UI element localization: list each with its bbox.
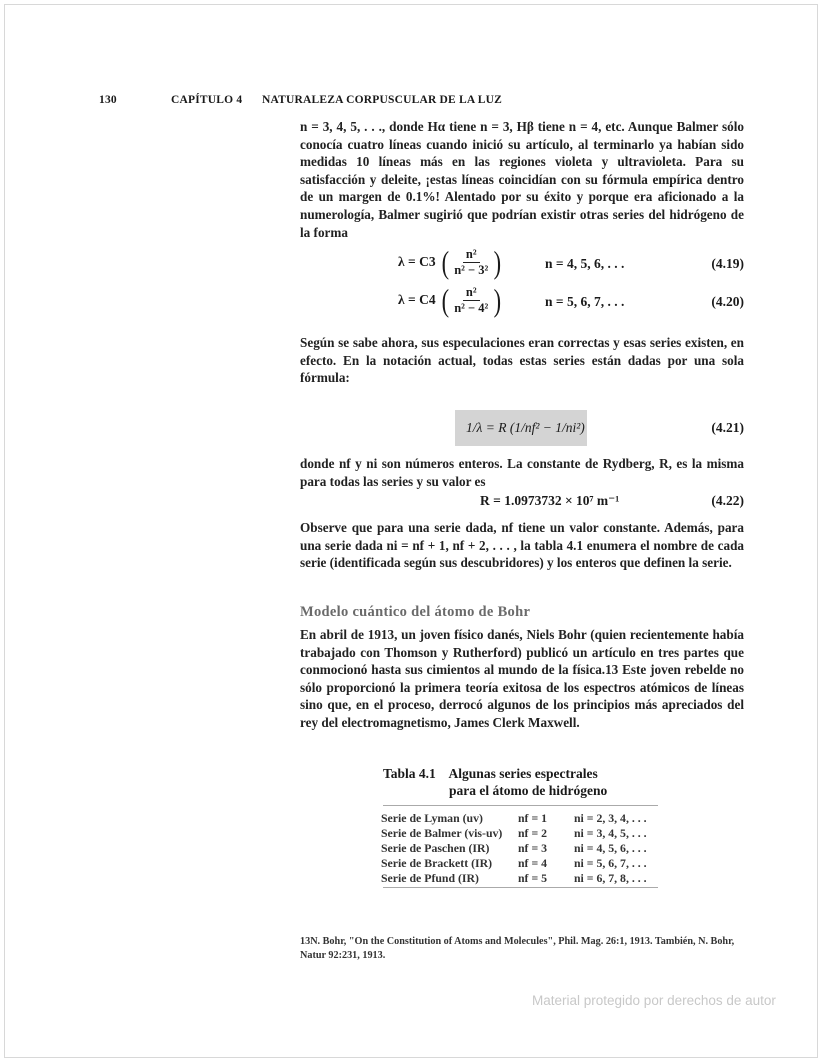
equation-lhs: λ = C3 bbox=[398, 254, 436, 269]
nf-value: nf = 4 bbox=[518, 856, 548, 870]
nf-value: nf = 5 bbox=[518, 871, 548, 885]
spectral-series-table bbox=[381, 811, 647, 886]
table-row bbox=[381, 811, 647, 826]
paragraph-rydberg: donde nf y ni son números enteros. La constante de Rydberg, R, es la misma para todas las series y su valor es bbox=[300, 456, 744, 489]
series-name: Serie de Lyman (uv) bbox=[381, 811, 483, 825]
table-bottom-rule bbox=[383, 887, 658, 888]
numerator: n² bbox=[463, 247, 480, 263]
series-name: Serie de Brackett (IR) bbox=[381, 856, 493, 870]
equation-number: (4.22) bbox=[711, 493, 744, 508]
paragraph-table-intro: Observe que para una serie dada, nf tiene un valor constante. Además, para una serie dada ni = nf + 1, nf + 2, . . . , la tabla 4.1 enumera el nombre de cada serie (identificada según sus descubridores) y los enteros que definen la serie. bbox=[300, 520, 744, 571]
equation-number: (4.21) bbox=[711, 420, 744, 435]
table-row bbox=[381, 871, 647, 886]
table-title-line1: Algunas series espectrales bbox=[448, 766, 598, 781]
ni-values: ni = 5, 6, 7, . . . bbox=[574, 856, 647, 870]
nf-value: nf = 1 bbox=[518, 811, 548, 825]
equation-number: (4.19) bbox=[711, 256, 744, 271]
paragraph-series: Según se sabe ahora, sus especulaciones eran correctas y esas series existen, en efecto. En la notación actual, todas estas series están dadas por una sola fórmula: bbox=[300, 335, 744, 386]
rydberg-formula: 1/λ = R (1/nf² − 1/ni²) bbox=[466, 420, 585, 435]
equation-4-19: λ = C3 ( $\frac{\text{n²}}{\text{n² − 3²}}$ ) n = 4, 5, 6, . . . (4.19) bbox=[398, 244, 744, 280]
equation-condition: n = 4, 5, 6, . . . bbox=[545, 256, 625, 271]
paragraph-bohr: En abril de 1913, un joven físico danés, Niels Bohr (quien recientemente había trabajado con Thomson y Rutherford) publicó un artículo en tres partes que conmocionó hasta sus cimientos al mundo de la física.13 Este joven rebelde no sólo proporcionó la primera teoría exitosa de los espectros atómicos de líneas sino que, en el proceso, derrocó algunos de los principios más apreciados del rey del electromagnetismo, James Clerk Maxwell. bbox=[300, 627, 744, 730]
equation-4-21 bbox=[300, 410, 744, 446]
ni-values: ni = 3, 4, 5, . . . bbox=[574, 826, 647, 840]
table-caption bbox=[383, 765, 607, 799]
table-top-rule bbox=[383, 805, 658, 806]
table-row bbox=[381, 826, 647, 841]
paragraph-balmer: n = 3, 4, 5, . . ., donde Hα tiene n = 3, Hβ tiene n = 4, etc. Aunque Balmer sólo conocía cuatro líneas cuando inició su artículo, al terminarlo ya habían sido medidas 10 líneas más en las regiones violeta y ultravioleta. Para su satisfacción y deleite, ¡estas líneas coincidían con su fórmula empírica dentro de un margen de 0.1%! Alentado por su éxito y porque era aficionado a la numerología, Balmer sugirió que podrían existir otras series del hidrógeno de la forma bbox=[300, 119, 744, 240]
denominator: n² − 4² bbox=[454, 300, 489, 315]
equation-lhs: λ = C4 bbox=[398, 292, 436, 307]
series-name: Serie de Paschen (IR) bbox=[381, 841, 490, 855]
page-number: 130 bbox=[99, 94, 117, 106]
table-title-line2: para el átomo de hidrógeno bbox=[449, 783, 608, 798]
chapter-label: CAPÍTULO 4 bbox=[171, 94, 243, 106]
rydberg-value: R = 1.0973732 × 10⁷ m⁻¹ bbox=[480, 493, 620, 508]
ni-values: ni = 6, 7, 8, . . . bbox=[574, 871, 647, 885]
chapter-title: NATURALEZA CORPUSCULAR DE LA LUZ bbox=[262, 94, 503, 106]
section-heading: Modelo cuántico del átomo de Bohr bbox=[300, 604, 531, 620]
footnote: 13N. Bohr, "On the Constitution of Atoms and Molecules", Phil. Mag. 26:1, 1913. También, N. Bohr, Natur 92:231, 1913. bbox=[300, 936, 735, 961]
numerator: n² bbox=[463, 285, 480, 301]
series-name: Serie de Balmer (vis-uv) bbox=[381, 826, 503, 840]
nf-value: nf = 2 bbox=[518, 826, 548, 840]
ni-values: ni = 2, 3, 4, . . . bbox=[574, 811, 647, 825]
equation-condition: n = 5, 6, 7, . . . bbox=[545, 294, 625, 309]
denominator: n² − 3² bbox=[454, 262, 489, 277]
table-row bbox=[381, 856, 647, 871]
table-row bbox=[381, 841, 647, 856]
ni-values: ni = 4, 5, 6, . . . bbox=[574, 841, 647, 855]
copyright-watermark: Material protegido por derechos de autor bbox=[532, 993, 776, 1008]
table-label: Tabla 4.1 bbox=[383, 766, 436, 781]
equation-number: (4.20) bbox=[711, 294, 744, 309]
equation-4-20: λ = C4 ( $\frac{\text{n²}}{\text{n² − 4²}}$ ) n = 5, 6, 7, . . . (4.20) bbox=[398, 282, 744, 318]
series-name: Serie de Pfund (IR) bbox=[381, 871, 479, 885]
nf-value: nf = 3 bbox=[518, 841, 548, 855]
